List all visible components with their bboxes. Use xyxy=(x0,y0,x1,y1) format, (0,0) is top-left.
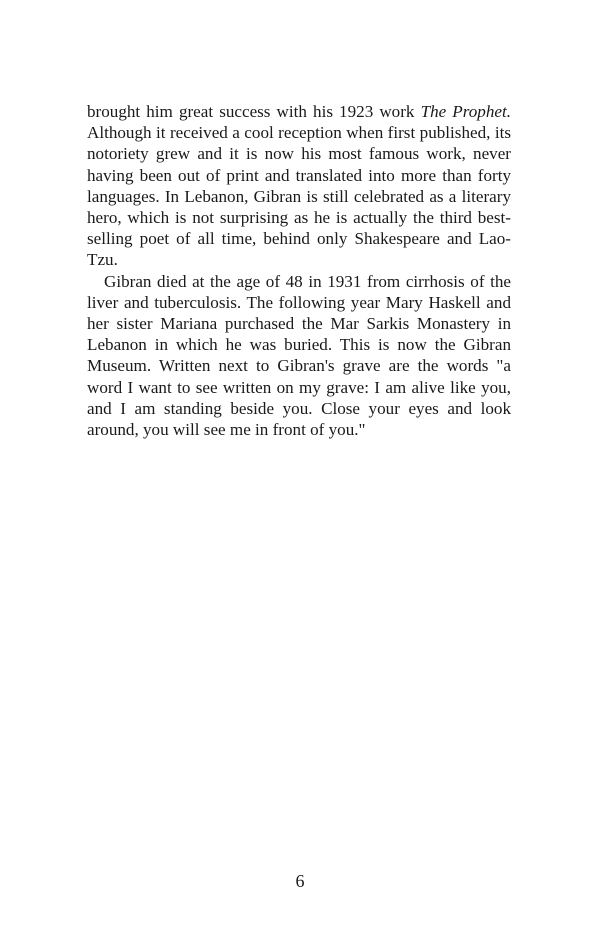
page-body xyxy=(87,101,511,440)
paragraph-prophet-lead: brought him great success with his 1923 work xyxy=(87,102,421,121)
paragraph-prophet-rest: Although it received a cool reception when first published, its notoriety grew and it is now his most famous work, never having been out of print and translated into more than forty languages. In Lebanon, Gibran is still celebrated as a literary hero, which is not surprising as he is actually the third best-selling poet of all time, behind only Shakespeare and Lao-Tzu. xyxy=(87,123,511,270)
paragraph-death: Gibran died at the age of 48 in 1931 from cirrhosis of the liver and tuberculosis. The following year Mary Haskell and her sister Mariana purchased the Mar Sarkis Monastery in Lebanon in which he was buried. This is now the Gibran Museum. Written next to Gibran's grave are the words "a word I want to see written on my grave: I am alive like you, and I am standing beside you. Close your eyes and look around, you will see me in front of you." xyxy=(87,271,511,440)
page-number: 6 xyxy=(295,871,305,891)
book-title-the-prophet: The Prophet. xyxy=(420,102,512,121)
paragraph-prophet xyxy=(87,101,511,271)
